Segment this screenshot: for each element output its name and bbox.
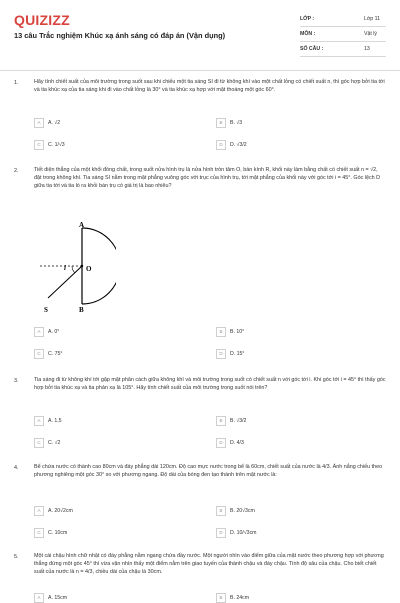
- question-text: Tia sáng đi từ không khí tới gặp mặt phân cách giữa không khí và môi trường trong suốt có chiết suất n với góc tới i. Khi góc tới i = 45° thì thấy góc hợp bởi tia khúc xạ và tia phản xạ là 105°. Hãy tính chiết suất của môi trường trong suốt nói trên?: [34, 377, 386, 391]
- meta-divider: [300, 41, 386, 42]
- page-title: 13 câu Trắc nghiệm Khúc xạ ánh sáng có đáp án (Vận dụng): [14, 31, 226, 40]
- option-b[interactable]: B B. 24cm: [216, 593, 249, 603]
- question-text: Một cái chậu hình chữ nhật có đáy phẳng nằm ngang chứa đầy nước. Một người nhìn vào điểm giữa của mặt nước theo phương hợp với phương thẳng đứng một góc 45° thì vừa vặn nhìn thấy một điểm nằm trên giao tuyến của thành chậu và đáy chậu. Tính độ sâu của chậu. Cho biết chiết suất của nước là n = 4/3, chiều dài của chậu là 30cm.: [34, 553, 384, 575]
- subject-value: Vật lý: [364, 31, 377, 37]
- subject-label: MÔN :: [300, 31, 316, 37]
- question-number: 4.: [14, 465, 19, 471]
- option-b[interactable]: B B. 20√3cm: [216, 506, 255, 516]
- quizizz-logo: QUIZIZZ: [14, 12, 70, 28]
- question-number: 1.: [14, 80, 19, 86]
- question-text: Bể chứa nước có thành cao 80cm và đáy phẳng dài 120cm. Độ cao mực nước trong bể là 60cm, chiết suất của nước là 4/3. Ánh nắng chiếu theo phương nghiêng một góc 30° so với phương ngang. Độ dài của bóng đen tạo thành trên mặt nước là:: [34, 464, 383, 478]
- option-a[interactable]: A A. 0°: [34, 327, 59, 337]
- question-number: 3.: [14, 378, 19, 384]
- option-a[interactable]: A A. 15cm: [34, 593, 67, 603]
- option-a[interactable]: A A. √2: [34, 118, 60, 128]
- option-d[interactable]: D D. √3/2: [216, 140, 247, 150]
- half-cylinder-diagram: [36, 222, 116, 318]
- option-d[interactable]: D D. 4/3: [216, 438, 244, 448]
- question-text: Hãy tính chiết suất của môi trường trong suốt sau khi chiếu một tia sáng SI đi từ không khí vào một chất lỏng có chiết suất n, thì góc hợp bởi tia tới và tia khúc xạ của tia sáng khi đi vào chất lỏng là 30° và tia khúc xạ hợp với mặt thoáng một góc 60°.: [34, 79, 385, 93]
- option-b[interactable]: B B. √3/2: [216, 416, 246, 426]
- option-c[interactable]: C C. 10cm: [34, 528, 67, 538]
- question-number: 2.: [14, 168, 19, 174]
- center-point: [81, 265, 83, 267]
- option-b[interactable]: B B. √3: [216, 118, 242, 128]
- option-c[interactable]: C C. 75°: [34, 349, 62, 359]
- angle-arc: [72, 266, 75, 273]
- option-c[interactable]: C C. √2: [34, 438, 60, 448]
- question-text: Tiết diện thẳng của một khối đồng chất, trong suốt nửa hình trụ là nửa hình tròn tâm O, bán kính R, khối này làm bằng chất có chiết suất n = √2, đặt trong không khí. Tia sáng SI nằm trong mặt phẳng vuông góc với trục của hình trụ, tới mặt phẳng của khối này với góc tới i = 45°. Góc lệch D giữa tia tới và tia ló ra khỏi bán trụ có giá trị là bao nhiêu?: [34, 167, 381, 189]
- option-b[interactable]: B B. 10°: [216, 327, 244, 337]
- question-number: 5.: [14, 554, 19, 560]
- label-b: B: [79, 306, 84, 314]
- label-o: O: [86, 265, 92, 273]
- option-d[interactable]: D D. 15°: [216, 349, 244, 359]
- count-label: SỐ CÂU :: [300, 46, 324, 52]
- meta-divider: [300, 56, 386, 57]
- header-divider: [0, 70, 400, 71]
- label-s: S: [44, 306, 48, 314]
- option-d[interactable]: D D. 10/√3cm: [216, 528, 257, 538]
- class-label: LỚP :: [300, 16, 315, 22]
- count-value: 13: [364, 46, 370, 52]
- option-a[interactable]: A A. 1,5: [34, 416, 62, 426]
- label-i: i: [64, 264, 66, 272]
- meta-divider: [300, 26, 386, 27]
- class-value: Lớp 11: [364, 16, 380, 22]
- label-a: A: [79, 222, 85, 229]
- option-a[interactable]: A A. 20√2cm: [34, 506, 73, 516]
- option-c[interactable]: C C. 1/√3: [34, 140, 65, 150]
